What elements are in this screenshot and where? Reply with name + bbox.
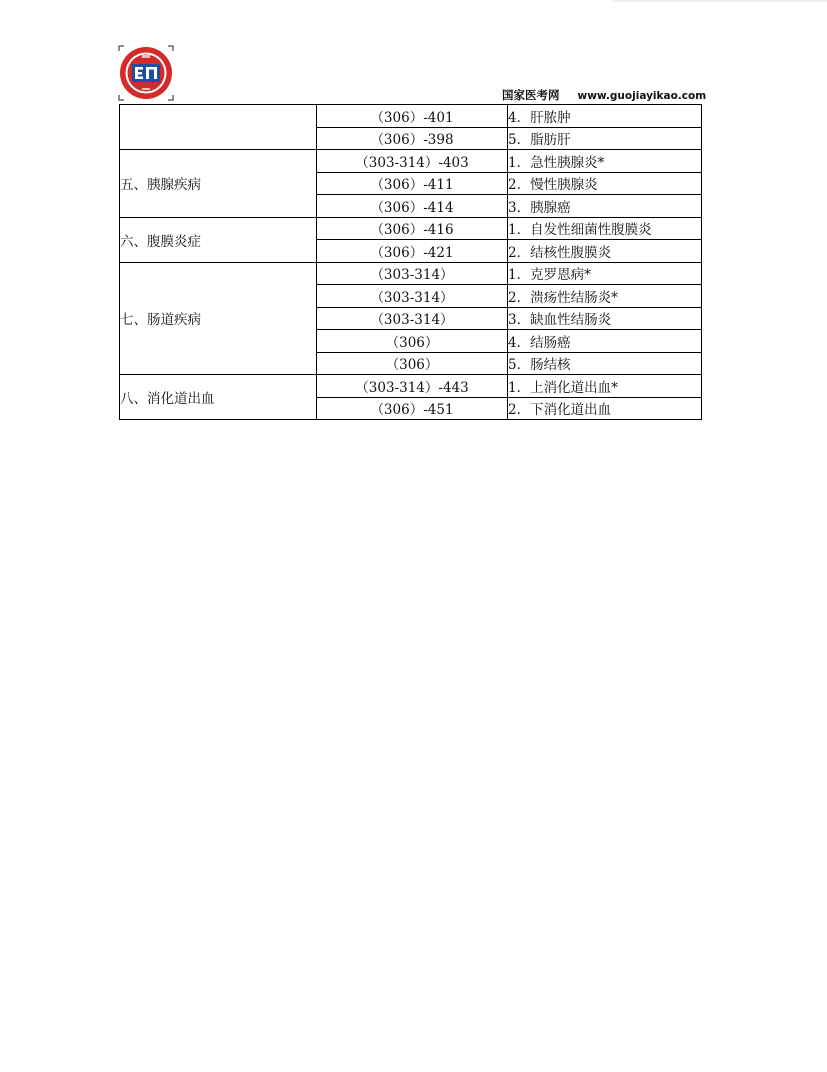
topic-cell: 4．结肠癌 (508, 330, 702, 353)
topic-cell: 1．自发性细菌性腹膜炎 (508, 217, 702, 240)
topic-cell: 2．结核性腹膜炎 (508, 240, 702, 263)
topic-cell: 1．上消化道出血* (508, 375, 702, 398)
table-row (120, 217, 702, 240)
code-cell: （306） (317, 352, 508, 375)
category-cell (120, 105, 317, 150)
code-cell: （306）-414 (317, 195, 508, 218)
site-url: www.guojiayikao.com (577, 90, 707, 102)
topic-cell: 5．肠结核 (508, 352, 702, 375)
category-cell: 八、消化道出血 (120, 375, 317, 420)
topic-cell: 3．胰腺癌 (508, 195, 702, 218)
topic-cell: 2．溃疡性结肠炎* (508, 285, 702, 308)
table-row (120, 375, 702, 398)
site-name: 国家医考网 (502, 88, 560, 102)
site-header (502, 88, 706, 103)
code-cell: （306） (317, 330, 508, 353)
code-cell: （303-314）-443 (317, 375, 508, 398)
topic-cell: 1．克罗恩病* (508, 262, 702, 285)
table-row (120, 105, 702, 128)
topic-cell: 5．脂肪肝 (508, 127, 702, 150)
logo-emblem-icon (118, 45, 174, 101)
topic-cell: 2．下消化道出血 (508, 397, 702, 420)
page-top-rule (612, 0, 827, 2)
category-cell: 五、胰腺疾病 (120, 150, 317, 218)
code-cell: （303-314） (317, 262, 508, 285)
code-cell: （306）-416 (317, 217, 508, 240)
code-cell: （306）-411 (317, 172, 508, 195)
code-cell: （306）-421 (317, 240, 508, 263)
code-cell: （306）-398 (317, 127, 508, 150)
topic-cell: 3．缺血性结肠炎 (508, 307, 702, 330)
code-cell: （306）-401 (317, 105, 508, 128)
code-cell: （303-314）-403 (317, 150, 508, 173)
table-row (120, 262, 702, 285)
code-cell: （306）-451 (317, 397, 508, 420)
code-cell: （303-314） (317, 307, 508, 330)
table-row (120, 150, 702, 173)
category-cell: 七、肠道疾病 (120, 262, 317, 375)
code-cell: （303-314） (317, 285, 508, 308)
category-cell: 六、腹膜炎症 (120, 217, 317, 262)
topic-cell: 2．慢性胰腺炎 (508, 172, 702, 195)
topic-cell: 1．急性胰腺炎* (508, 150, 702, 173)
syllabus-table (119, 104, 702, 420)
topic-cell: 4．肝脓肿 (508, 105, 702, 128)
